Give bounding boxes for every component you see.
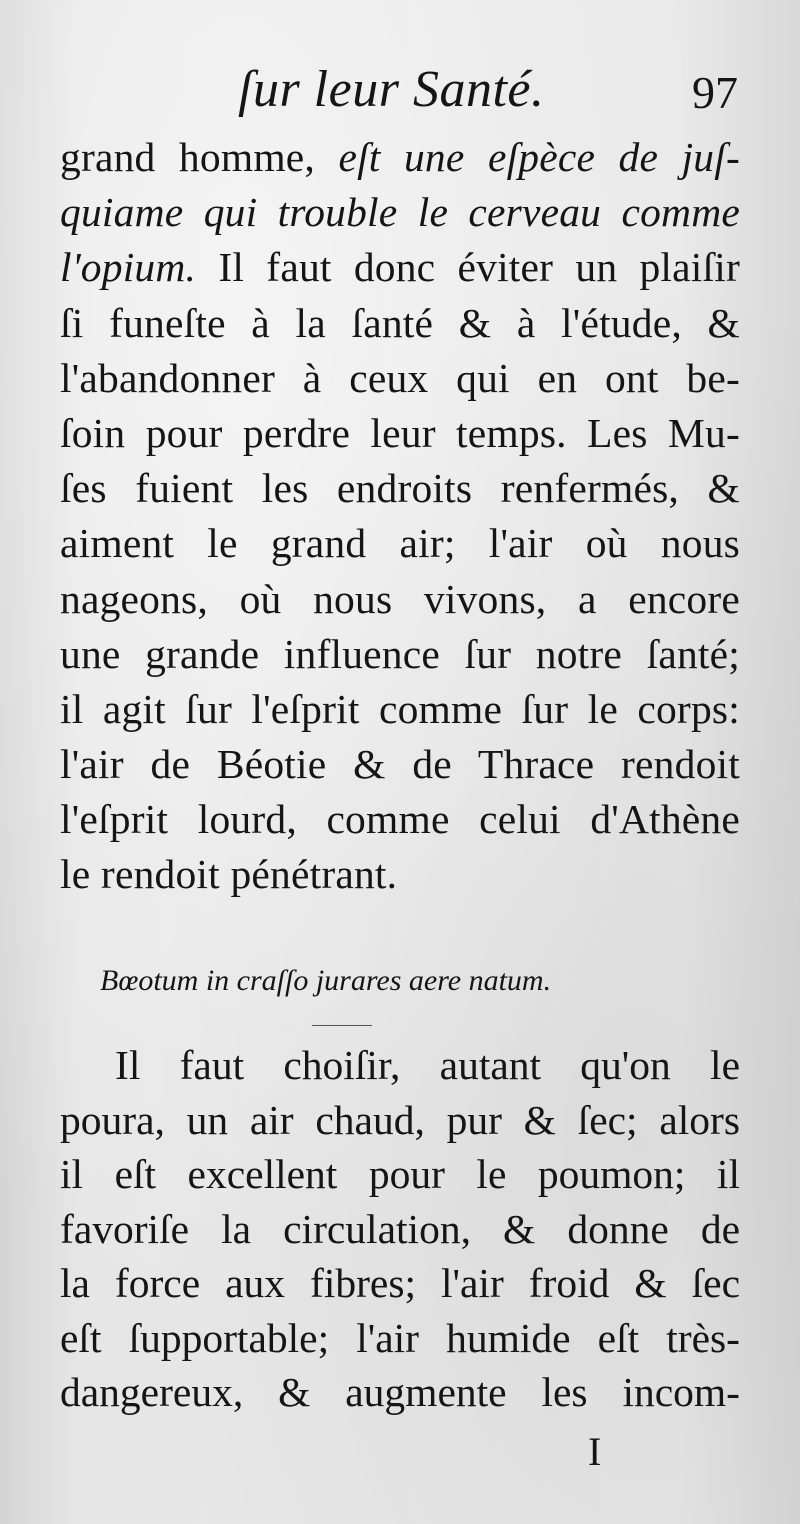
text-line bbox=[60, 627, 740, 682]
roman-text: ſi funeſte à la ſanté & à l'étude, & bbox=[60, 299, 740, 346]
roman-text: une grande influence ſur notre ſanté; bbox=[60, 630, 740, 677]
roman-text: le rendoit pénétrant. bbox=[60, 851, 398, 898]
roman-text: ſes fuient les endroits renfermés, & bbox=[60, 465, 740, 512]
italic-text: eſt une eſpèce de juſ- bbox=[338, 134, 740, 180]
roman-text: l'abandonner à ceux qui en ont be- bbox=[60, 354, 740, 401]
text-line bbox=[60, 737, 740, 792]
roman-text: ſoin pour perdre leur temps. Les Mu- bbox=[60, 409, 740, 456]
text-line: dangereux, & augmente les incom- bbox=[60, 1369, 740, 1415]
italic-text: l'opium. bbox=[60, 244, 197, 291]
text-line bbox=[60, 682, 740, 737]
page-number: 97 bbox=[692, 67, 738, 118]
text-line bbox=[60, 847, 740, 902]
text-line: la force aux fibres; l'air froid & ſec bbox=[60, 1260, 740, 1306]
paragraph-2 bbox=[60, 1038, 740, 1420]
text-line bbox=[60, 406, 740, 461]
text-line bbox=[60, 185, 740, 240]
text-line bbox=[60, 792, 740, 847]
text-line: favoriſe la circulation, & donne de bbox=[60, 1205, 740, 1252]
signature-mark: I bbox=[588, 1429, 602, 1474]
text-line bbox=[60, 572, 740, 627]
roman-text: grand homme, bbox=[60, 134, 339, 180]
roman-text: aiment le grand air; l'air où nous bbox=[60, 520, 740, 567]
roman-text: Il faut donc éviter un plaiſir bbox=[196, 244, 740, 291]
paragraph-1 bbox=[60, 130, 740, 903]
roman-text: l'eſprit lourd, comme celui d'Athène bbox=[60, 796, 740, 843]
page-header bbox=[0, 52, 800, 122]
text-line bbox=[60, 240, 740, 295]
roman-text: l'air de Béotie & de Thrace rendoit bbox=[60, 741, 740, 788]
quotation-rule bbox=[312, 1025, 372, 1026]
text-line: il eſt excellent pour le poumon; il bbox=[60, 1151, 740, 1197]
text-line: poura, un air chaud, pur & ſec; alors bbox=[60, 1096, 740, 1143]
running-title: ſur leur Santé. bbox=[238, 61, 545, 118]
text-line bbox=[60, 461, 740, 516]
latin-quotation: Bœotum in craſſo jurares aere natum. bbox=[100, 964, 552, 997]
text-line bbox=[60, 296, 740, 351]
italic-text: quiame qui trouble le cerveau comme bbox=[60, 189, 740, 236]
roman-text: il agit ſur l'eſprit comme ſur le corps: bbox=[60, 685, 740, 732]
text-line bbox=[60, 516, 740, 571]
roman-text: nageons, où nous vivons, a encore bbox=[60, 575, 740, 622]
text-line bbox=[60, 351, 740, 406]
text-line: Il faut choiſir, autant qu'on le bbox=[115, 1042, 740, 1088]
text-line bbox=[60, 130, 740, 185]
text-line: eſt ſupportable; l'air humide eſt très- bbox=[60, 1314, 740, 1361]
